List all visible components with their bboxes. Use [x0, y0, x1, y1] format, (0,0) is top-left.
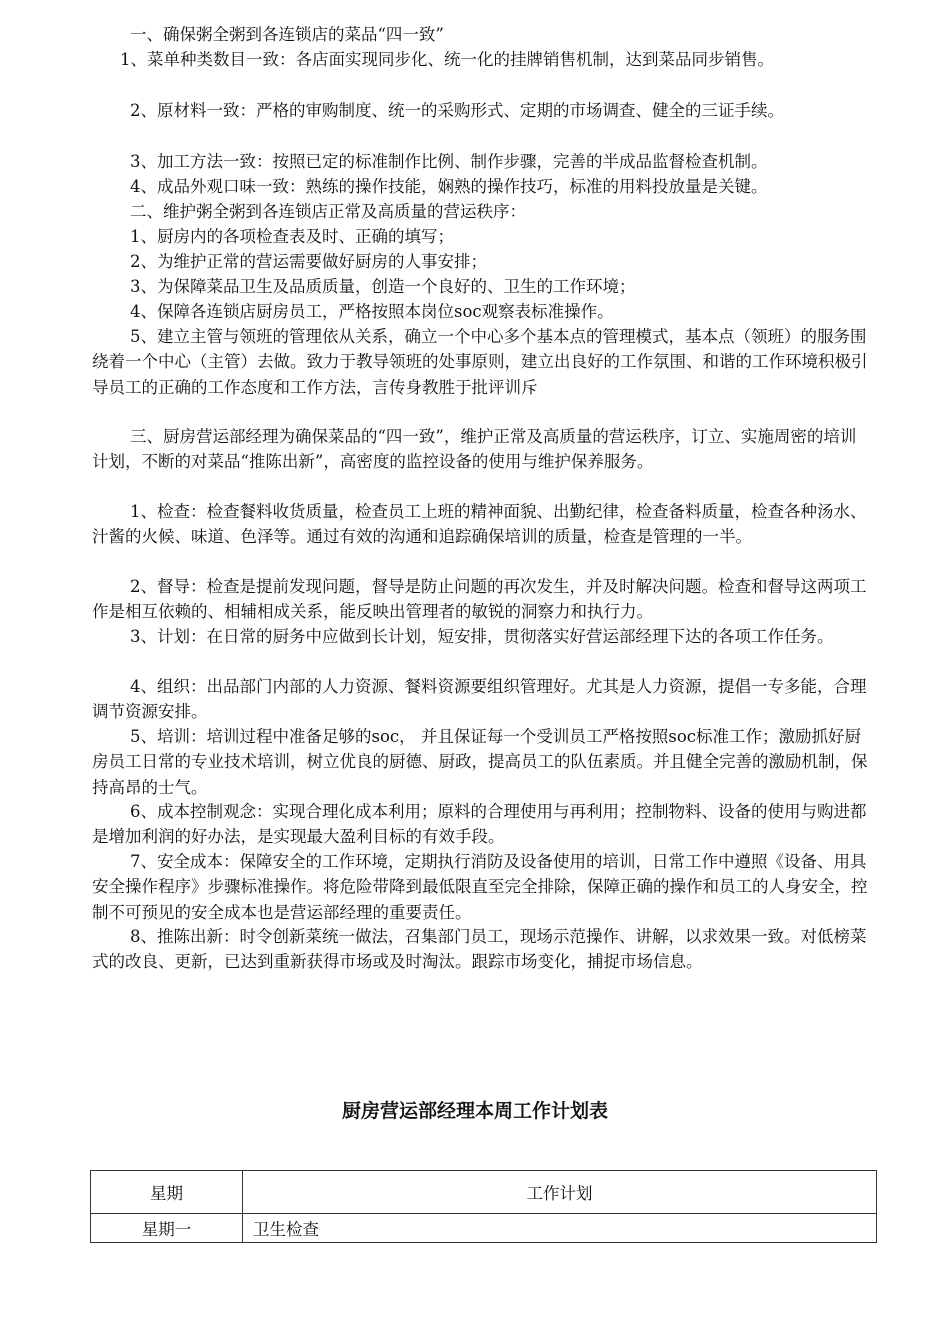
paragraph: 2、原材料一致：严格的审购制度、统一的采购形式、定期的市场调查、健全的三证手续。	[130, 101, 784, 120]
table-header-row	[91, 1171, 877, 1214]
paragraph: 1、厨房内的各项检查表及时、正确的填写；	[130, 227, 454, 246]
header-work-plan: 工作计划	[243, 1171, 877, 1214]
paragraph: 5、建立主管与领班的管理依从关系，确立一个中心多个基本点的管理模式，基本点（领班）的服务围绕着一个中心（主管）去做。致力于教导领班的处事原则，建立出良好的工作氛围、和谐的工作环境积极引导员工的正确的工作态度和工作方法，言传身教胜于批评训斥	[92, 327, 868, 397]
section-heading-1: 一、确保粥全粥到各连锁店的菜品“四一致”	[130, 25, 444, 44]
paragraph: 4、成品外观口味一致：熟练的操作技能，娴熟的操作技巧，标准的用料投放量是关键。	[130, 177, 768, 196]
work-plan-table	[90, 1170, 877, 1243]
paragraph: 8、推陈出新：时令创新菜统一做法，召集部门员工，现场示范操作、讲解，以求效果一致。对低榜菜式的改良、更新，已达到重新获得市场或及时淘汰。跟踪市场变化，捕捉市场信息。	[92, 927, 867, 972]
paragraph: 2、为维护正常的营运需要做好厨房的人事安排；	[130, 252, 487, 271]
paragraph: 4、保障各连锁店厨房员工，严格按照本岗位soc观察表标准操作。	[130, 302, 614, 321]
paragraph: 2、督导：检查是提前发现问题，督导是防止问题的再次发生，并及时解决问题。检查和督导这两项工作是相互依赖的、相辅相成关系，能反映出管理者的敏锐的洞察力和执行力。	[92, 577, 867, 622]
paragraph: 5、培训：培训过程中准备足够的soc， 并且保证每一个受训员工严格按照soc标准工作；激励抓好厨房员工日常的专业技术培训，树立优良的厨德、厨政，提高员工的队伍素质。并且健全完善的激励机制，保持高昂的士气。	[92, 727, 868, 797]
paragraph: 1、菜单种类数目一致：各店面实现同步化、统一化的挂牌销售机制，达到菜品同步销售。	[120, 50, 774, 69]
table-title: 厨房营运部经理本周工作计划表	[341, 1100, 608, 1122]
paragraph: 1、检查：检查餐料收货质量，检查员工上班的精神面貌、出勤纪律，检查备料质量，检查各种汤水、汁酱的火候、味道、色泽等。通过有效的沟通和追踪确保培训的质量，检查是管理的一半。	[92, 502, 867, 547]
section-heading-2: 二、维护粥全粥到各连锁店正常及高质量的营运秩序：	[130, 202, 526, 221]
paragraph: 3、加工方法一致：按照已定的标准制作比例、制作步骤，完善的半成品监督检查机制。	[130, 152, 768, 171]
paragraph: 6、成本控制观念：实现合理化成本利用；原料的合理使用与再利用；控制物料、设备的使用与购进都是增加利润的好办法，是实现最大盈利目标的有效手段。	[92, 802, 867, 847]
paragraph: 4、组织：出品部门内部的人力资源、餐料资源要组织管理好。尤其是人力资源，提倡一专多能，合理调节资源安排。	[92, 677, 867, 722]
paragraph: 3、计划：在日常的厨务中应做到长计划，短安排，贯彻落实好营运部经理下达的各项工作任务。	[130, 627, 834, 646]
paragraph: 7、安全成本：保障安全的工作环境，定期执行消防及设备使用的培训，日常工作中遵照《设备、用具安全操作程序》步骤标准操作。将危险带降到最低限直至完全排除，保障正确的操作和员工的人身安全，控制不可预见的安全成本也是营运部经理的重要责任。	[92, 852, 868, 922]
cell-work-plan: 卫生检查	[243, 1214, 877, 1243]
cell-weekday: 星期一	[91, 1214, 243, 1243]
section-heading-3: 三、厨房营运部经理为确保菜品的“四一致”，维护正常及高质量的营运秩序，订立、实施周密的培训计划，不断的对菜品“推陈出新”，高密度的监控设备的使用与维护保养服务。	[92, 427, 857, 472]
table-row	[91, 1214, 877, 1243]
header-weekday: 星期	[91, 1171, 243, 1214]
paragraph: 3、为保障菜品卫生及品质质量，创造一个良好的、卫生的工作环境；	[130, 277, 636, 296]
